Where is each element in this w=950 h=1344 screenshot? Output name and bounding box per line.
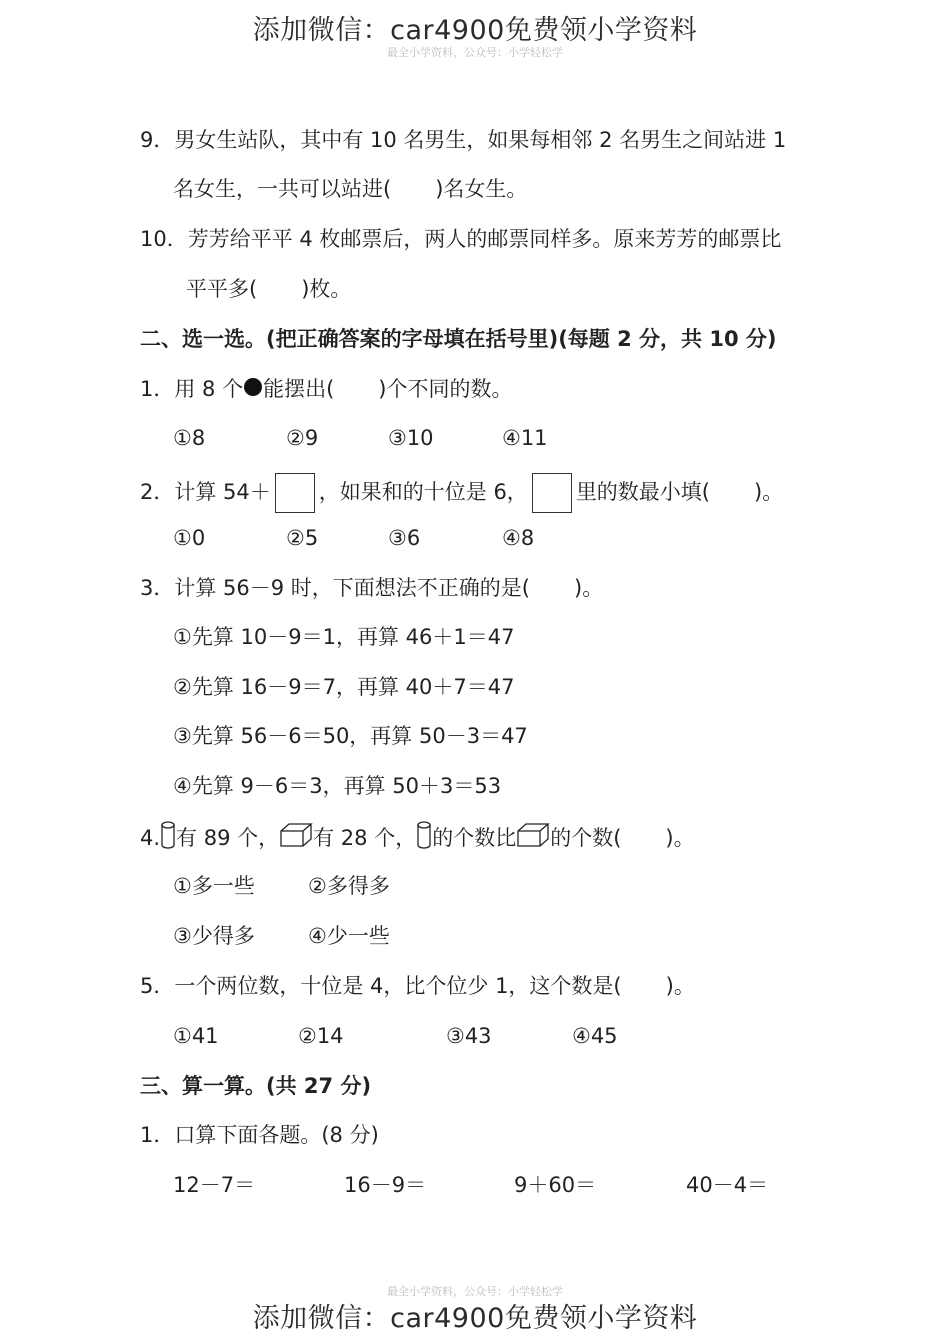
calc1-item-3[interactable]: 9＋60＝ <box>514 1173 597 1197</box>
c5-option-4[interactable]: ④45 <box>572 1024 618 1048</box>
header-watermark: 最全小学资料，公众号：小学轻松学 <box>387 46 563 59</box>
c5-stem-a: 5．一个两位数，十位是 4，比个位少 1，这个数是( <box>140 974 622 998</box>
c1-option-1[interactable]: ①8 <box>173 426 206 450</box>
c3-option-3[interactable]: ③先算 56－6＝50，再算 50－3＝47 <box>173 724 528 748</box>
c4-text-2: 有 28 个， <box>313 826 417 850</box>
c1-option-3[interactable]: ③10 <box>388 426 434 450</box>
c1-option-4[interactable]: ④11 <box>502 426 548 450</box>
c2-stem-a: 2．计算 54＋ <box>140 480 271 504</box>
c3-stem-b: )。 <box>574 576 604 600</box>
c4-option-3[interactable]: ③少得多 <box>173 924 255 948</box>
q10-line1: 10．芳芳给平平 4 枚邮票后，两人的邮票同样多。原来芳芳的邮票比 <box>140 227 782 251</box>
c5-option-3[interactable]: ③43 <box>446 1024 492 1048</box>
c4-stem <box>140 821 695 857</box>
answer-box[interactable] <box>275 473 315 513</box>
c2-option-4[interactable]: ④8 <box>502 526 535 550</box>
calc1-title: 1．口算下面各题。(8 分) <box>140 1123 379 1147</box>
c2-stem-b: ，如果和的十位是 6， <box>318 480 528 504</box>
calc1-item-2[interactable]: 16－9＝ <box>344 1173 427 1197</box>
q9-line1: 9．男女生站队，其中有 10 名男生，如果每相邻 2 名男生之间站进 1 <box>140 128 787 152</box>
q10-line2 <box>186 274 351 304</box>
filled-circle-icon <box>243 375 263 405</box>
c4-option-2[interactable]: ②多得多 <box>308 874 390 898</box>
c2-stem-c: 里的数最小填( <box>575 480 711 504</box>
c3-stem-a: 3．计算 56－9 时，下面想法不正确的是( <box>140 576 530 600</box>
c2-stem-d: )。 <box>754 480 784 504</box>
c3-stem <box>140 573 603 603</box>
c3-option-1[interactable]: ①先算 10－9＝1，再算 46＋1＝47 <box>173 625 515 649</box>
c4-text-1: 有 89 个， <box>176 826 280 850</box>
cuboid-icon <box>516 822 550 856</box>
c2-option-2[interactable]: ②5 <box>286 526 319 550</box>
c3-option-2[interactable]: ②先算 16－9＝7，再算 40＋7＝47 <box>173 675 515 699</box>
c5-stem-b: )。 <box>665 974 695 998</box>
calc1-item-1[interactable]: 12－7＝ <box>173 1173 256 1197</box>
c4-text-5: )。 <box>665 826 695 850</box>
footer-watermark: 最全小学资料，公众号：小学轻松学 <box>387 1285 563 1298</box>
q10-line2-text-a: 平平多( <box>186 277 258 301</box>
c2-option-1[interactable]: ①0 <box>173 526 206 550</box>
cylinder-icon <box>416 821 432 857</box>
c4-number: 4. <box>140 826 161 850</box>
c5-option-1[interactable]: ①41 <box>173 1024 219 1048</box>
q9-line2-text-a: 名女生，一共可以站进( <box>173 177 392 201</box>
q10-line2-text-b: )枚。 <box>301 277 352 301</box>
answer-box[interactable] <box>532 473 572 513</box>
cylinder-icon <box>160 821 176 857</box>
header-banner: 添加微信：car4900免费领小学资料 <box>252 15 698 46</box>
c4-text-4: 的个数( <box>550 826 622 850</box>
c5-stem <box>140 971 695 1001</box>
section2-title: 二、选一选。(把正确答案的字母填在括号里)(每题 2 分，共 10 分) <box>140 327 777 351</box>
cuboid-icon <box>279 822 313 856</box>
c5-option-2[interactable]: ②14 <box>298 1024 344 1048</box>
c3-option-4[interactable]: ④先算 9－6＝3，再算 50＋3＝53 <box>173 774 502 798</box>
c2-option-3[interactable]: ③6 <box>388 526 421 550</box>
section3-title: 三、算一算。(共 27 分) <box>140 1074 372 1098</box>
c1-stem-c: )个不同的数。 <box>378 377 513 401</box>
footer-banner: 添加微信：car4900免费领小学资料 <box>252 1303 698 1334</box>
q9-line2 <box>173 174 527 204</box>
c1-stem-b: 能摆出( <box>263 377 335 401</box>
c4-text-3: 的个数比 <box>432 826 517 850</box>
c2-stem <box>140 473 783 513</box>
c4-option-4[interactable]: ④少一些 <box>308 924 390 948</box>
q9-line2-text-b: )名女生。 <box>435 177 528 201</box>
c4-option-1[interactable]: ①多一些 <box>173 874 255 898</box>
c1-stem <box>140 374 512 405</box>
c1-option-2[interactable]: ②9 <box>286 426 319 450</box>
c1-stem-a: 1．用 8 个 <box>140 377 244 401</box>
calc1-item-4[interactable]: 40－4＝ <box>686 1173 769 1197</box>
